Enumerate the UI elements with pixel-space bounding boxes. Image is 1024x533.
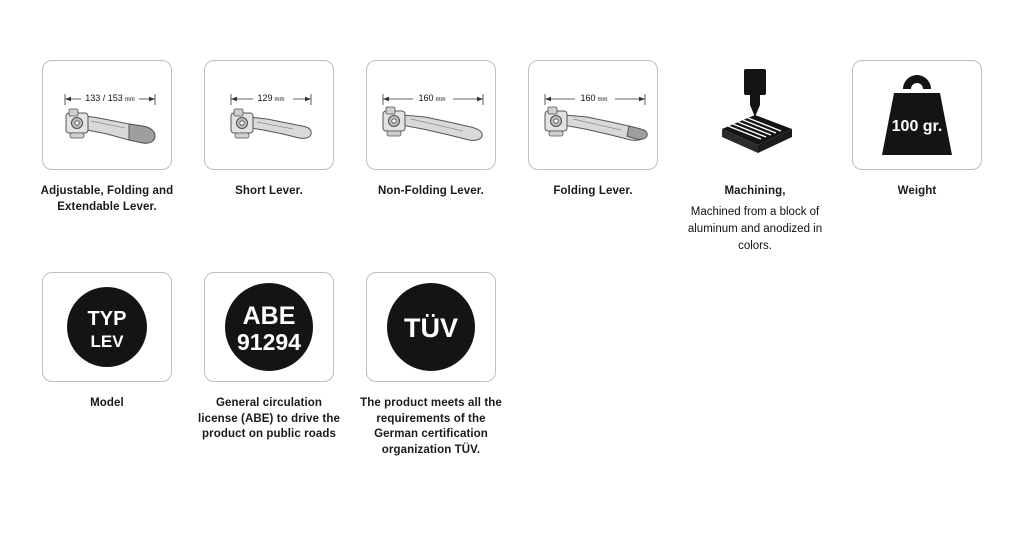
feature-caption: Weight bbox=[897, 185, 937, 197]
lever-illustration bbox=[231, 109, 311, 138]
weight-badge-text: 100 gr. bbox=[891, 118, 943, 135]
dimension-value: 133 / 153 bbox=[85, 93, 123, 103]
feature-item-tuv bbox=[360, 272, 502, 458]
dimension-value: 160 bbox=[418, 93, 434, 103]
feature-item-weight bbox=[852, 60, 982, 200]
lever-illustration bbox=[383, 107, 482, 140]
feature-icon-box bbox=[366, 272, 496, 382]
feature-icon-box bbox=[366, 60, 496, 170]
feature-icon-box bbox=[528, 60, 658, 170]
tuv-certification-icon bbox=[372, 275, 490, 379]
feature-caption: Non-Folding Lever. bbox=[378, 185, 484, 197]
feature-item-short-lever bbox=[204, 60, 334, 200]
feature-item-non-folding-lever bbox=[366, 60, 496, 200]
feature-item-model bbox=[42, 272, 172, 412]
lever-illustration bbox=[66, 109, 155, 143]
feature-item-adjustable-folding-extendable bbox=[42, 60, 172, 215]
feature-caption: Adjustable, Folding and Extendable Lever. bbox=[40, 185, 174, 213]
weight-icon bbox=[858, 63, 976, 167]
feature-caption: Short Lever. bbox=[235, 185, 303, 197]
feature-row-certifications bbox=[42, 272, 528, 458]
abe-certification-icon bbox=[210, 275, 328, 379]
feature-item-folding-lever bbox=[528, 60, 658, 200]
abe-badge-line1: ABE bbox=[242, 302, 296, 330]
model-badge-line1: TYP bbox=[87, 308, 127, 330]
abe-badge-line2: 91294 bbox=[237, 329, 301, 355]
lever-adjustable-icon bbox=[43, 61, 171, 169]
feature-row-primary bbox=[42, 60, 1014, 255]
feature-item-machining bbox=[687, 60, 823, 255]
feature-caption: General circulation license (ABE) to drive the product on public roads bbox=[198, 397, 340, 441]
cnc-machining-icon bbox=[700, 63, 810, 167]
feature-item-abe bbox=[198, 272, 340, 443]
feature-icon-box bbox=[42, 272, 172, 382]
dimension-unit: mm bbox=[435, 97, 446, 103]
feature-icon-box bbox=[204, 60, 334, 170]
feature-caption: Folding Lever. bbox=[553, 185, 633, 197]
dimension-value: 160 bbox=[580, 93, 596, 103]
dimension-unit: mm bbox=[597, 97, 608, 103]
feature-icon-box bbox=[852, 60, 982, 170]
dimension-unit: mm bbox=[124, 97, 135, 103]
feature-icon-box bbox=[690, 60, 820, 170]
model-typ-lev-icon bbox=[48, 275, 166, 379]
feature-caption: Model bbox=[90, 397, 124, 409]
model-badge-line2: LEV bbox=[90, 332, 124, 351]
lever-short-icon bbox=[205, 61, 333, 169]
dimension-value: 129 bbox=[257, 93, 273, 103]
feature-icon-box bbox=[42, 60, 172, 170]
lever-non-folding-icon bbox=[367, 61, 495, 169]
feature-caption: Machining, bbox=[724, 185, 786, 197]
lever-folding-icon bbox=[529, 61, 657, 169]
tuv-badge-line1: TÜV bbox=[404, 313, 458, 343]
feature-subcaption: Machined from a block of aluminum and anodized in colors. bbox=[687, 205, 823, 253]
dimension-unit: mm bbox=[274, 97, 285, 103]
lever-illustration bbox=[545, 107, 647, 140]
feature-icon-box bbox=[204, 272, 334, 382]
feature-caption: The product meets all the requirements of the German certification organization TÜV. bbox=[360, 397, 502, 456]
